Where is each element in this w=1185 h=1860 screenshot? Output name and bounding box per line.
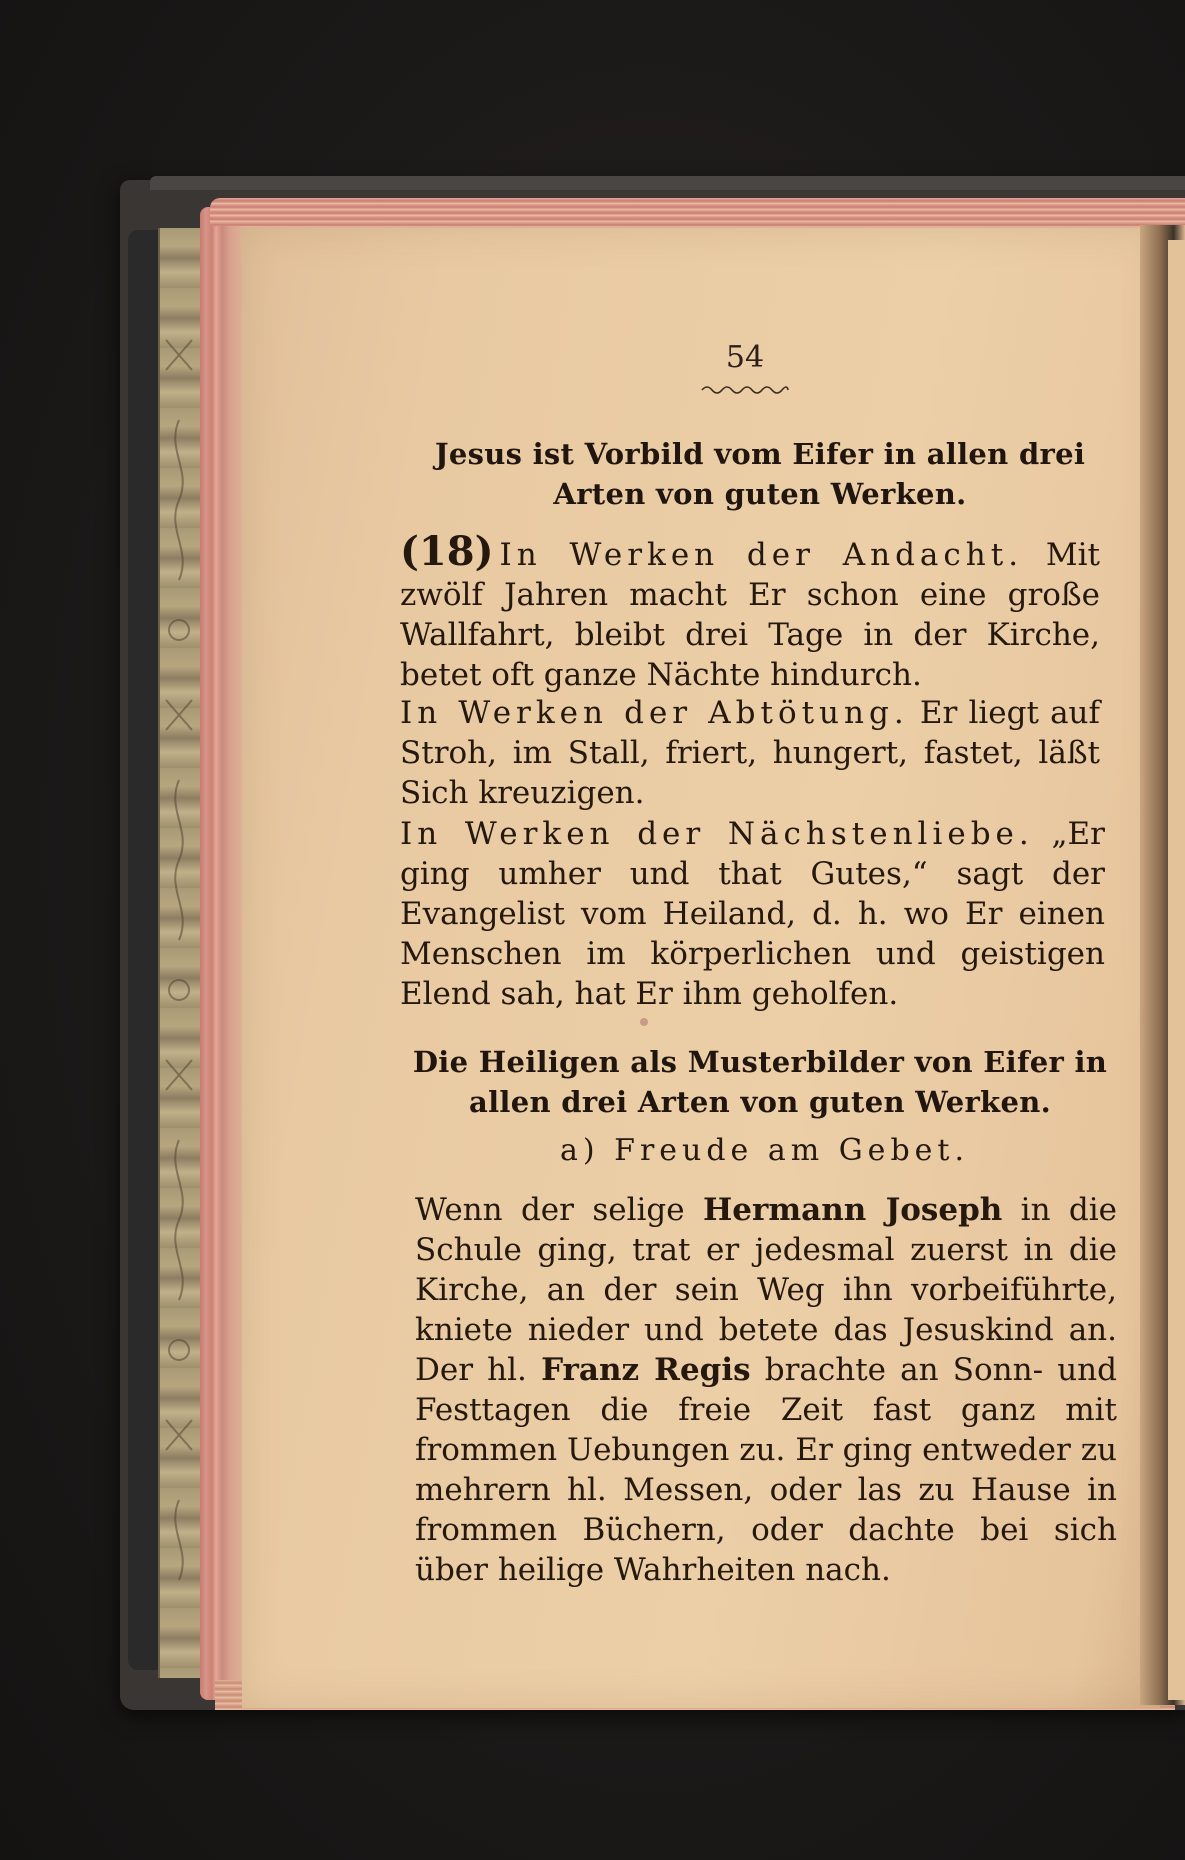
- paragraph-naechstenliebe: [400, 814, 1105, 1014]
- book-spine: [128, 230, 158, 1670]
- paragraph-title: In Werken der Abtötung.: [400, 695, 909, 731]
- paragraph-freude-am-gebet: [415, 1190, 1117, 1590]
- wave-ornament-icon: [700, 382, 790, 394]
- subsection-heading: a) Freude am Gebet.: [560, 1133, 969, 1168]
- section-heading-2: Die Heiligen als Musterbilder von Eifer in allen drei Arten von guten Werken.: [412, 1045, 1108, 1119]
- paragraph-abtoetung: [400, 693, 1100, 813]
- facing-page-edge: [1168, 240, 1185, 1700]
- page-number: 54: [725, 340, 765, 375]
- section-number: (18): [400, 528, 494, 575]
- person-name: Franz Regis: [541, 1352, 751, 1388]
- paragraph-text: Er liegt auf Stroh, im Stall, friert, hungert, fastet, läßt Sich kreuzigen.: [400, 695, 1100, 811]
- person-name: Hermann Joseph: [702, 1192, 1003, 1228]
- paragraph-text: Wenn der selige: [415, 1192, 685, 1228]
- page-edges-top: [210, 198, 1185, 226]
- paragraph-title: In Werken der Nächstenliebe.: [400, 816, 1034, 852]
- paragraph-andacht: [400, 528, 1100, 695]
- paragraph-text: Mit zwölf Jahren macht Er schon eine große Wallfahrt, bleibt drei Tage in der Kirche, betet oft ganze Nächte hindurch.: [400, 537, 1100, 693]
- endpaper-ornament-icon: [162, 300, 196, 1600]
- paragraph-text: brachte an Sonn- und Festtagen die freie Zeit fast ganz mit frommen Uebungen zu. Er ging entweder zu mehrern hl. Messen, oder las zu Hause in frommen Büchern, oder dachte bei sich über heilige Wahrheiten nach.: [415, 1352, 1117, 1588]
- paragraph-text: „Er ging umher und that Gutes,“ sagt der Evangelist vom Heiland, d. h. wo Er einen Menschen im körperlichen und geistigen Elend sah, hat Er ihm geholfen.: [400, 816, 1105, 1012]
- stain-dot: [640, 1018, 648, 1026]
- paragraph-text: in die Schule ging, trat er jedesmal zuerst in die Kirche, an der sein Weg ihn vorbeiführte, kniete nieder und betete das Jesuskind an. Der hl.: [415, 1192, 1118, 1388]
- paragraph-title: In Werken der Andacht.: [499, 537, 1024, 573]
- cover-top-edge: [150, 176, 1185, 190]
- section-heading: Jesus ist Vorbild vom Eifer in allen drei Arten von guten Werken.: [434, 437, 1086, 511]
